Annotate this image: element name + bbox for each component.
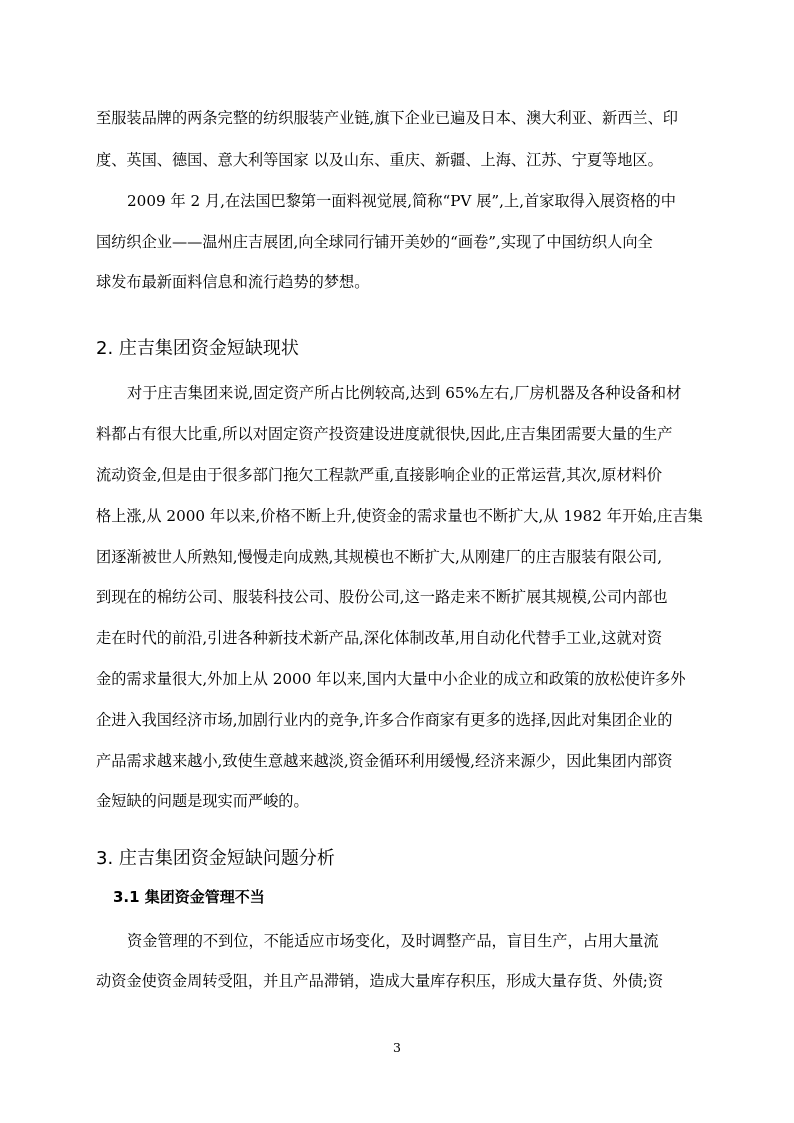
section-3-line-1: 资金管理的不到位，不能适应市场变化，及时调整产品，盲目生产，占用大量流 bbox=[127, 932, 659, 950]
paragraph-1-line-1: 至服装品牌的两条完整的纺织服装产业链,旗下企业已遍及日本、澳大利亚、新西兰、印 bbox=[96, 109, 678, 127]
section-3-line-2: 动资金使资金周转受阻，并且产品滞销，造成大量库存积压，形成大量存货、外债;资 bbox=[96, 972, 664, 990]
section-2-line-8: 金的需求量很大,外加上从 2000 年以来,国内大量中小企业的成立和政策的放松使许多外 bbox=[96, 670, 686, 688]
paragraph-2-line-3: 球发布最新面料信息和流行趋势的梦想。 bbox=[96, 273, 370, 291]
section-2-line-4: 格上涨,从 2000 年以来,价格不断上升,使资金的需求量也不断扩大,从 1982 年开始,庄吉集 bbox=[96, 507, 703, 525]
paragraph-2-line-1: 2009 年 2 月,在法国巴黎第一面料视觉展,简称“PV 展”,上,首家取得入展资格的中 bbox=[127, 192, 676, 210]
section-2-line-9: 企进入我国经济市场,加剧行业内的竞争,许多合作商家有更多的选择,因此对集团企业的 bbox=[96, 711, 673, 729]
section-2-line-2: 料都占有很大比重,所以对固定资产投资建设进度就很快,因此,庄吉集团需要大量的生产 bbox=[96, 425, 673, 443]
section-2-line-1: 对于庄吉集团来说,固定资产所占比例较高,达到 65%左右,厂房机器及各种设备和材 bbox=[127, 384, 682, 402]
section-2-line-7: 走在时代的前沿,引进各种新技术新产品,深化体制改革,用自动化代替手工业,这就对资 bbox=[96, 629, 663, 647]
section-2-heading: 2. 庄吉集团资金短缺现状 bbox=[96, 338, 299, 359]
section-2-line-5: 团逐渐被世人所熟知,慢慢走向成熟,其规模也不断扩大,从刚建厂的庄吉服装有限公司, bbox=[96, 548, 663, 566]
section-2-line-6: 到现在的棉纺公司、服装科技公司、股份公司,这一路走来不断扩展其规模,公司内部也 bbox=[96, 588, 668, 606]
section-3-heading: 3. 庄吉集团资金短缺问题分析 bbox=[96, 848, 335, 869]
section-2-line-11: 金短缺的问题是现实而严峻的。 bbox=[96, 792, 309, 810]
section-2-line-10: 产品需求越来越小,致使生意越来越淡,资金循环利用缓慢,经济来源少，因此集团内部资 bbox=[96, 752, 673, 770]
paragraph-2-line-2: 国纺织企业——温州庄吉展团,向全球同行铺开美妙的“画卷”,实现了中国纺织人向全 bbox=[96, 233, 653, 251]
section-2-line-3: 流动资金,但是由于很多部门拖欠工程款严重,直接影响企业的正常运营,其次,原材料价 bbox=[96, 466, 663, 484]
section-3-1-subheading: 3.1 集团资金管理不当 bbox=[113, 888, 265, 906]
page-number: 3 bbox=[393, 1040, 401, 1055]
paragraph-1-line-2: 度、英国、德国、意大利等国家 以及山东、重庆、新疆、上海、江苏、宁夏等地区。 bbox=[96, 151, 663, 169]
